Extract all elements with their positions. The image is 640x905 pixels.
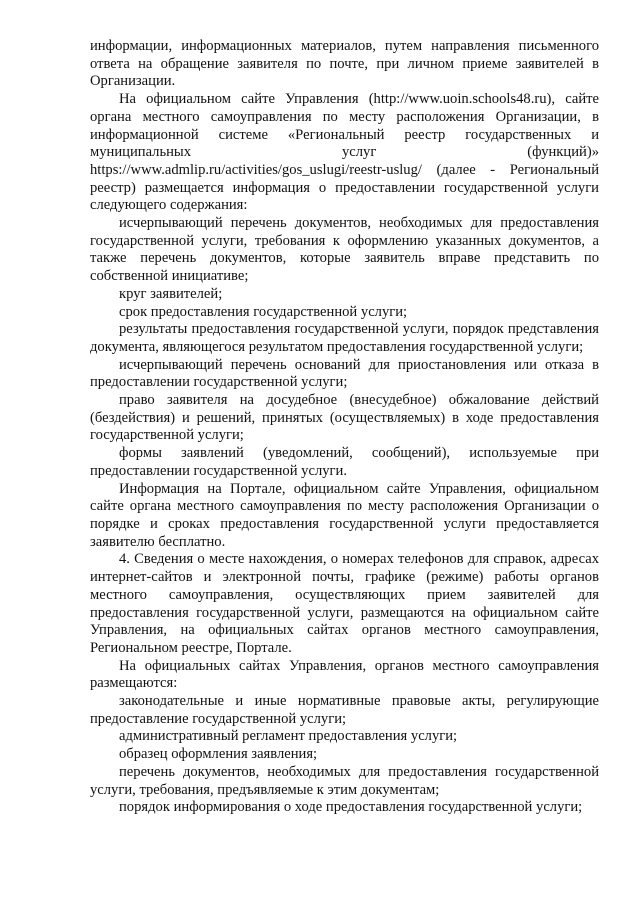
list-item-legal-acts: законодательные и иные нормативные правовые акты, регулирующие предоставление государственной услуги; bbox=[90, 693, 599, 727]
list-item-regulation: административный регламент предоставления услуги; bbox=[119, 728, 458, 745]
list-item-appeal-right: право заявителя на досудебное (внесудебное) обжалование действий (бездействия) и решений, принятых (осуществляемых) в ходе предоставления государственной услуги; bbox=[90, 392, 599, 444]
list-item-progress-info: порядок информирования о ходе предоставления государственной услуги; bbox=[119, 799, 583, 816]
list-item-term: срок предоставления государственной услуги; bbox=[119, 303, 408, 320]
document-page bbox=[90, 38, 599, 817]
list-item-grounds: исчерпывающий перечень оснований для приостановления или отказа в предоставлении государственной услуги; bbox=[90, 356, 599, 391]
list-item-forms: формы заявлений (уведомлений, сообщений), используемые при предоставлении государственной услуги. bbox=[90, 445, 599, 479]
list-item-applicants: круг заявителей; bbox=[119, 285, 223, 302]
list-item-results: результаты предоставления государственной услуги, порядок представления документа, являющегося результатом предоставления государственной услуги; bbox=[90, 321, 599, 355]
paragraph-sites-intro: На официальных сайтах Управления, органов местного самоуправления размещаются: bbox=[90, 657, 599, 692]
list-item-document-list: перечень документов, необходимых для предоставления государственной услуги, требования, предъявляемые к этим документам; bbox=[90, 763, 599, 798]
paragraph-free-info: Информация на Портале, официальном сайте Управления, официальном сайте органа местного самоуправления по месту расположения Организации о порядке и сроках предоставления государственной услуги предоставляется заявителю бесплатно. bbox=[90, 480, 599, 550]
paragraph-section-4: 4. Сведения о месте нахождения, о номерах телефонов для справок, адресах интернет-сайтов и электронной почты, графике (режиме) работы органов местного самоуправления, осуществляющих прием заявителей для предоставления государственной услуги, размещаются на официальном сайте Управления, на официальных сайтах органов местного самоуправления, Региональном реестре, Портале. bbox=[90, 551, 599, 656]
list-item-sample-form: образец оформления заявления; bbox=[119, 746, 318, 763]
paragraph-continuation: информации, информационных материалов, путем направления письменного ответа на обращение заявителя по почте, при личном приеме заявителей в Организации. bbox=[90, 38, 599, 90]
list-item-documents: исчерпывающий перечень документов, необходимых для предоставления государственной услуги, требования к оформлению указанных документов, а также перечень документов, которые заявитель вправе представить по собственной инициативе; bbox=[90, 215, 599, 285]
paragraph-website-info: На официальном сайте Управления (http://www.uoin.schools48.ru), сайте органа местного самоуправления по месту расположения Организации, в информационной системе «Региональный реестр государственных и муниципальных услуг (функций)» https://www.admlip.ru/activities/gos_uslugi/reestr-uslug/ (далее - Региональный реестр) размещается информация о предоставлении государственной услуги следующего содержания: bbox=[90, 91, 599, 214]
